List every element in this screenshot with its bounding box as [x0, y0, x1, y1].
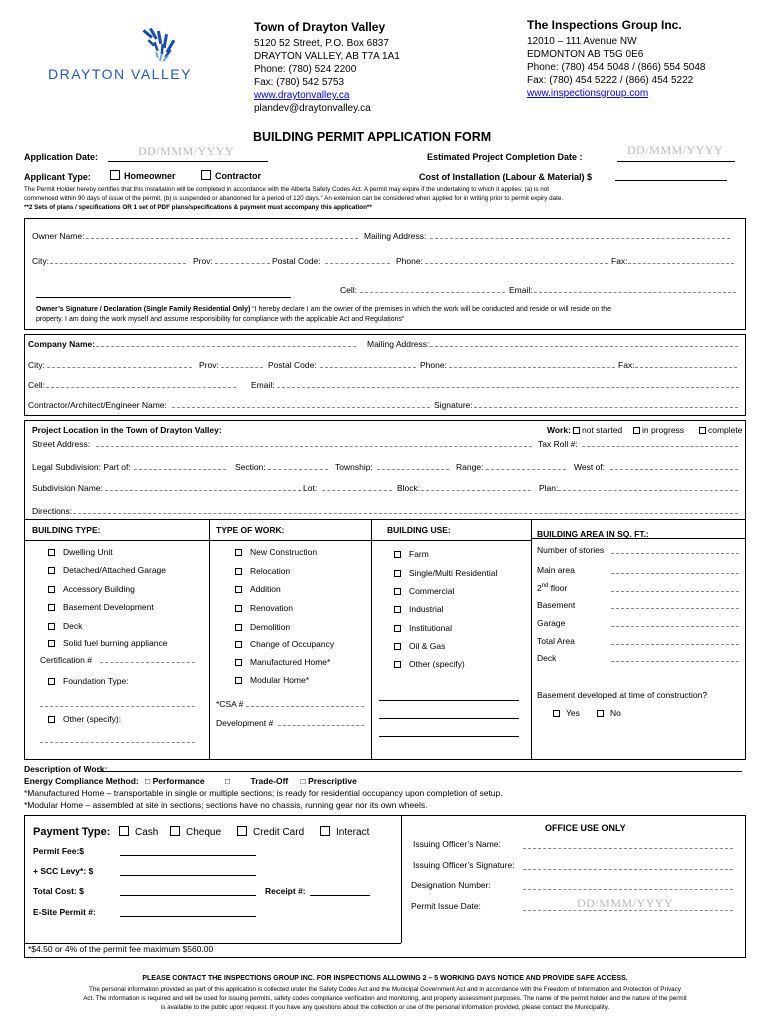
total-cost-field[interactable] — [120, 895, 256, 896]
not-started-label: not started — [582, 425, 623, 435]
complete-checkbox[interactable] — [699, 425, 743, 435]
manufactured-note: *Manufactured Home – transportable in single or multiple sections; is ready for residential occupancy upon completion of setup. — [24, 788, 503, 798]
officer-signature-field[interactable] — [523, 869, 733, 870]
building-area-label: 2nd floor — [537, 583, 568, 593]
type-of-work-header: TYPE OF WORK: — [216, 525, 285, 535]
payment-divider — [401, 815, 402, 943]
checkbox-icon — [235, 568, 242, 575]
company-email-field[interactable] — [277, 387, 739, 388]
grid-divider-1 — [209, 520, 210, 760]
checkbox-icon — [235, 549, 242, 556]
type-of-work-item-checkbox[interactable] — [235, 584, 281, 594]
type-of-work-item-checkbox[interactable] — [235, 657, 330, 667]
owner-declaration-text: “I hereby declare I am the owner of the premises in which the work will be conducted and reside or will reside on the — [250, 306, 612, 313]
contractor-label: Contractor — [215, 171, 262, 181]
company-email-label: Email: — [251, 380, 275, 390]
issue-date-label: Permit Issue Date: — [411, 901, 481, 911]
owner-fax-field[interactable] — [628, 263, 734, 264]
energy-method-label: Energy Compliance Method: — [24, 776, 139, 786]
issue-date-placeholder: DD/MMM/YYYY — [577, 896, 674, 910]
type-of-work-item-label: Relocation — [250, 566, 291, 576]
basement-yes-label: Yes — [566, 708, 580, 718]
company-postal-label: Postal Code: — [268, 360, 317, 370]
basement-yes-checkbox[interactable] — [553, 708, 580, 718]
performance-label: Performance — [152, 776, 205, 786]
owner-email-label: Email: — [509, 285, 533, 295]
owner-cell-label: Cell: — [340, 285, 358, 295]
checkbox-icon — [394, 661, 401, 668]
cash-checkbox[interactable] — [119, 826, 158, 838]
foundation-field[interactable] — [40, 706, 195, 707]
foundation-label: Foundation Type: — [63, 676, 129, 686]
work-status-label: Work: — [547, 425, 571, 435]
west-of-field[interactable] — [610, 469, 738, 470]
owner-postal-field[interactable] — [325, 263, 390, 264]
application-date-field[interactable] — [108, 146, 268, 162]
foundation-checkbox[interactable] — [48, 676, 129, 686]
company-mailing-field[interactable] — [430, 346, 738, 347]
checkbox-icon — [235, 605, 242, 612]
building-type-item-label: Deck — [63, 621, 83, 631]
owner-signature-line[interactable] — [36, 297, 291, 298]
type-of-work-item-label: Modular Home* — [250, 675, 310, 685]
checkbox-icon — [48, 567, 55, 574]
building-area-field[interactable] — [611, 661, 739, 662]
street-address-label: Street Address: — [32, 439, 91, 449]
homeowner-checkbox[interactable] — [110, 170, 176, 181]
building-area-row — [537, 653, 556, 663]
checkbox-icon — [394, 643, 401, 650]
lot-field[interactable] — [322, 490, 392, 491]
company-phone-field[interactable] — [449, 367, 615, 368]
form-title: BUILDING PERMIT APPLICATION FORM — [253, 130, 492, 144]
contractor-name-field[interactable] — [172, 407, 430, 408]
cheque-checkbox[interactable] — [170, 826, 221, 838]
building-area-label: Main area — [537, 565, 575, 575]
interact-label: Interact — [336, 827, 370, 838]
privacy-line-2: Act. The information is required and will be used for issuing permits, safety codes compliance verification and monitoring, and property assessment purposes. The name of the permit holder and the nature of the permit — [83, 995, 687, 1002]
owner-declaration — [36, 306, 611, 313]
description-label: Description of Work: — [24, 764, 108, 774]
owner-phone-label: Phone: — [396, 256, 423, 266]
cheque-label: Cheque — [186, 827, 222, 838]
building-use-item-checkbox[interactable] — [394, 623, 452, 633]
section-label: Section: — [235, 462, 266, 472]
checkbox-icon — [235, 677, 242, 684]
owner-prov-label: Prov: — [193, 256, 213, 266]
checkbox-icon — [235, 641, 242, 648]
building-area-row — [537, 583, 567, 593]
town-address-1: 5120 52 Street, P.O. Box 6837 — [254, 38, 389, 49]
plan-field[interactable] — [558, 490, 738, 491]
building-use-item-checkbox[interactable] — [394, 549, 429, 559]
company-city-field[interactable] — [47, 367, 192, 368]
basement-question: Basement developed at time of construction? — [537, 690, 708, 700]
building-area-row — [537, 545, 604, 555]
building-area-field[interactable] — [611, 644, 739, 645]
company-fax-field[interactable] — [635, 367, 737, 368]
checkbox-icon — [235, 624, 242, 631]
development-field[interactable] — [278, 725, 364, 726]
certification-field[interactable] — [100, 662, 195, 663]
building-use-item-label: Other (specify) — [409, 659, 465, 669]
range-label: Range: — [456, 462, 484, 472]
in-progress-checkbox[interactable] — [633, 425, 684, 435]
basement-no-checkbox[interactable] — [597, 708, 621, 718]
building-area-field[interactable] — [611, 591, 739, 592]
plan-label: Plan: — [539, 483, 559, 493]
permit-fee-field[interactable] — [120, 855, 256, 856]
project-location-label: Project Location in the Town of Drayton Valley: — [32, 425, 222, 435]
town-website-link[interactable]: www.draytonvalley.ca — [254, 90, 350, 101]
designation-field[interactable] — [523, 889, 733, 890]
in-progress-label: in progress — [642, 425, 685, 435]
building-use-item-checkbox[interactable] — [394, 568, 497, 578]
building-type-item-label: Accessory Building — [63, 584, 135, 594]
building-area-label: Garage — [537, 618, 566, 628]
scc-levy-label: + SCC Levy*: $ — [33, 866, 94, 876]
inspections-phone: Phone: (780) 454 5048 / (866) 554 5048 — [527, 62, 706, 73]
checkbox-icon — [48, 549, 55, 556]
inspection-contact-notice: PLEASE CONTACT THE INSPECTIONS GROUP INC. FOR INSPECTIONS ALLOWING 2 – 5 WORKING DAYS NOTICE AND PROVIDE SAFE ACCESS. — [142, 975, 628, 982]
owner-email-field[interactable] — [534, 292, 736, 293]
owner-prov-field[interactable] — [215, 263, 270, 264]
building-use-item-label: Farm — [409, 549, 429, 559]
building-use-item-checkbox[interactable] — [394, 586, 454, 596]
prescriptive-option[interactable]: □ Prescriptive — [300, 776, 357, 786]
grid-header-line — [24, 540, 531, 541]
contractor-signature-field[interactable] — [474, 407, 738, 408]
building-type-item-checkbox[interactable] — [48, 621, 82, 631]
town-name: Town of Drayton Valley — [254, 20, 386, 34]
csa-field[interactable] — [246, 706, 364, 707]
building-area-row — [537, 600, 575, 610]
homeowner-label: Homeowner — [124, 171, 176, 181]
company-mailing-label: Mailing Address: — [367, 339, 430, 349]
tradeoff-label: Trade-Off — [250, 776, 289, 786]
subdivision-name-field[interactable] — [105, 490, 301, 491]
total-cost-label: Total Cost: $ — [33, 886, 84, 896]
checkbox-icon — [394, 625, 401, 632]
receipt-label: Receipt #: — [265, 886, 306, 896]
permit-fee-label: Permit Fee:$ — [33, 846, 85, 856]
scc-footnote: *$4.50 or 4% of the permit fee maximum $560.00 — [28, 944, 214, 954]
other-type-field[interactable] — [40, 742, 195, 743]
scc-levy-field[interactable] — [120, 875, 256, 876]
building-type-item-label: Detached/Attached Garage — [63, 565, 167, 575]
notice-line-2: commenced within 90 days of issue of the permit, (b) is suspended or abandoned for a period of 120 days." An extension can be considered when applied for in writing prior to permit expiry date. — [24, 195, 564, 202]
building-use-item-label: Commercial — [409, 586, 455, 596]
development-label: Development # — [216, 718, 274, 728]
building-area-label: Total Area — [537, 636, 575, 646]
notice-line-1: The Permit Holder hereby certifies that this installation will be completed in accordance with the Alberta Safety Codes Act. A permit may expire if the undertaking to which it applies: (a) is not — [24, 186, 549, 193]
checkbox-icon — [235, 659, 242, 666]
block-label: Block: — [397, 483, 421, 493]
subdivision-name-label: Subdivision Name: — [32, 483, 103, 493]
building-use-item-label: Single/Multi Residential — [409, 568, 498, 578]
building-type-item-checkbox[interactable] — [48, 638, 167, 648]
issue-date-field[interactable] — [523, 896, 733, 911]
other-type-checkbox[interactable] — [48, 714, 121, 724]
inspections-website-link[interactable]: www.inspectionsgroup.com — [527, 88, 649, 99]
checkbox-icon — [48, 623, 55, 630]
street-address-field[interactable] — [96, 446, 532, 447]
credit-card-checkbox[interactable] — [237, 826, 304, 838]
type-of-work-item-label: Change of Occupancy — [250, 639, 335, 649]
building-area-field[interactable] — [611, 553, 739, 554]
cost-field[interactable] — [615, 170, 727, 181]
building-use-item-checkbox[interactable] — [394, 641, 445, 651]
other-use-line-3[interactable] — [379, 736, 519, 737]
tax-roll-field[interactable] — [582, 446, 738, 447]
not-started-checkbox[interactable] — [573, 425, 622, 435]
building-area-row — [537, 618, 565, 628]
building-type-item-checkbox[interactable] — [48, 602, 154, 612]
west-of-label: West of: — [574, 462, 606, 472]
owner-city-field[interactable] — [50, 263, 186, 264]
checkbox-icon — [48, 604, 55, 611]
basement-no-label: No — [610, 708, 621, 718]
building-area-label: Basement — [537, 600, 576, 610]
building-area-field[interactable] — [611, 608, 739, 609]
company-prov-field[interactable] — [221, 367, 263, 368]
owner-mailing-label: Mailing Address: — [364, 231, 427, 241]
legal-subdivision-field[interactable] — [134, 469, 226, 470]
grid-divider-2 — [371, 520, 372, 760]
contractor-name-label: Contractor/Architect/Engineer Name: — [28, 400, 167, 410]
project-section — [24, 420, 746, 520]
officer-signature-label: Issuing Officer’s Signature: — [413, 860, 515, 870]
completion-date-placeholder: DD/MMM/YYYY — [627, 143, 724, 157]
building-area-label: Number of stories — [537, 545, 605, 555]
checkbox-icon — [235, 586, 242, 593]
inspections-name: The Inspections Group Inc. — [527, 18, 682, 32]
company-prov-label: Prov: — [199, 360, 219, 370]
application-date-label: Application Date: — [24, 152, 99, 162]
completion-date-label: Estimated Project Completion Date : — [427, 152, 583, 162]
interact-checkbox[interactable] — [320, 826, 369, 838]
building-type-item-label: Basement Development — [63, 602, 154, 612]
type-of-work-item-label: Demolition — [250, 622, 291, 632]
building-type-item-checkbox[interactable] — [48, 547, 113, 557]
officer-name-label: Issuing Officer’s Name: — [413, 839, 501, 849]
grid-divider-3 — [531, 520, 532, 760]
complete-label: complete — [708, 425, 743, 435]
town-fax: Fax: (780) 542 5753 — [254, 77, 345, 88]
building-use-item-checkbox[interactable] — [394, 604, 444, 614]
other-type-label: Other (specify): — [63, 714, 122, 724]
payment-type-label: Payment Type: — [33, 826, 111, 838]
type-of-work-item-checkbox[interactable] — [235, 603, 293, 613]
type-of-work-item-label: New Construction — [250, 547, 318, 557]
type-of-work-item-checkbox[interactable] — [235, 622, 290, 632]
legal-subdivision-label: Legal Subdivision: Part of: — [32, 462, 131, 472]
modular-note: *Modular Home – assembled at site in sections; sections have no chassis, running gear nor its own wheels. — [24, 800, 428, 810]
range-field[interactable] — [486, 469, 566, 470]
owner-cell-field[interactable] — [360, 292, 505, 293]
building-area-row — [537, 636, 575, 646]
building-use-item-checkbox[interactable] — [394, 659, 465, 669]
checkbox-icon — [394, 551, 401, 558]
township-label: Township: — [335, 462, 373, 472]
type-of-work-item-checkbox[interactable] — [235, 566, 290, 576]
town-address-2: DRAYTON VALLEY, AB T7A 1A1 — [254, 51, 400, 62]
building-use-item-label: Institutional — [409, 623, 452, 633]
owner-name-label: Owner Name: — [32, 231, 85, 241]
company-cell-field[interactable] — [46, 387, 236, 388]
town-logo — [48, 22, 198, 87]
esite-permit-field[interactable] — [120, 916, 256, 917]
csa-label: *CSA # — [216, 699, 244, 709]
building-use-item-label: Industrial — [409, 604, 444, 614]
building-type-item-label: Solid fuel burning appliance — [63, 638, 168, 648]
cost-label: Cost of Installation (Labour & Material) $ — [419, 172, 593, 182]
section-field[interactable] — [268, 469, 328, 470]
type-of-work-item-checkbox[interactable] — [235, 639, 334, 649]
owner-fax-label: Fax: — [611, 256, 628, 266]
company-phone-label: Phone: — [420, 360, 447, 370]
checkbox-icon — [48, 586, 55, 593]
building-type-item-checkbox[interactable] — [48, 584, 135, 594]
company-city-label: City: — [28, 360, 45, 370]
contractor-signature-label: Signature: — [434, 400, 473, 410]
contractor-checkbox[interactable] — [201, 170, 261, 181]
prescriptive-label: Prescriptive — [308, 776, 357, 786]
application-date-placeholder: DD/MMM/YYYY — [138, 144, 235, 158]
block-field[interactable] — [421, 490, 531, 491]
performance-option[interactable]: □ Performance — [145, 776, 205, 786]
type-of-work-item-label: Manufactured Home* — [250, 657, 331, 667]
town-email: plandev@draytonvalley.ca — [254, 103, 371, 114]
type-of-work-item-label: Renovation — [250, 603, 294, 613]
inspections-address-1: 12010 – 111 Avenue NW — [527, 36, 637, 47]
logo-text: DRAYTON VALLEY — [48, 66, 192, 82]
designation-label: Designation Number: — [411, 880, 491, 890]
inspections-address-2: EDMONTON AB T5G 0E6 — [527, 49, 644, 60]
cash-label: Cash — [135, 827, 159, 838]
checkbox-icon — [394, 606, 401, 613]
building-use-item-label: Oil & Gas — [409, 641, 446, 651]
other-use-line-1[interactable] — [379, 700, 519, 701]
tax-roll-label: Tax Roll #: — [538, 439, 578, 449]
privacy-line-1: The personal information provided as part of this application is collected under the Safety Codes Act and the Municipal Government Act and in accordance with the Freedom of Information and Protection of Privacy — [89, 986, 681, 993]
owner-postal-label: Postal Code: — [272, 256, 321, 266]
building-type-item-checkbox[interactable] — [48, 565, 166, 575]
company-fax-label: Fax: — [618, 360, 635, 370]
owner-name-field[interactable] — [86, 238, 358, 239]
receipt-field[interactable] — [310, 895, 370, 896]
type-of-work-item-checkbox[interactable] — [235, 547, 317, 557]
description-field[interactable] — [97, 771, 742, 772]
owner-declaration-title: Owner’s Signature / Declaration (Single Family Residential Only) — [36, 306, 251, 313]
privacy-line-3: is available to the public upon request. If you have any questions about the collection or use of the personal information provided, please contact the Municipality. — [160, 1004, 610, 1011]
owner-declaration-2: property. I am doing the work myself and assume responsibility for compliance with the applicable Act and Regulations” — [36, 316, 405, 323]
town-phone: Phone: (780) 524 2200 — [254, 64, 357, 75]
owner-mailing-field[interactable] — [430, 238, 730, 239]
company-name-label: Company Name: — [28, 339, 96, 349]
inspections-fax: Fax: (780) 454 5222 / (866) 454 5222 — [527, 75, 694, 86]
building-area-label: Deck — [537, 653, 557, 663]
directions-field[interactable] — [73, 513, 738, 514]
energy-method-row — [24, 776, 357, 786]
company-postal-field[interactable] — [320, 367, 416, 368]
notice-line-3: **2 Sets of plans / specifications OR 1 set of PDF plans/specifications & payment must accompany this application** — [24, 204, 372, 211]
owner-city-label: City: — [32, 256, 49, 266]
lot-label: Lot: — [303, 483, 318, 493]
company-cell-label: Cell: — [28, 380, 46, 390]
checkbox-icon — [394, 570, 401, 577]
credit-card-label: Credit Card — [253, 827, 305, 838]
tradeoff-option[interactable]: □ Trade-Off — [224, 776, 289, 786]
other-use-line-2[interactable] — [379, 718, 519, 719]
company-name-field[interactable] — [96, 346, 356, 347]
building-area-header: BUILDING AREA IN SQ. FT.: — [537, 529, 649, 539]
building-area-row — [537, 565, 575, 575]
officer-name-field[interactable] — [523, 848, 733, 849]
township-field[interactable] — [377, 469, 449, 470]
owner-phone-field[interactable] — [425, 263, 608, 264]
applicant-type-label: Applicant Type: — [24, 172, 91, 182]
esite-permit-label: E-Site Permit #: — [33, 907, 96, 917]
certification-label: Certification # — [40, 655, 92, 665]
checkbox-icon — [394, 588, 401, 595]
type-of-work-item-label: Addition — [250, 584, 281, 594]
type-of-work-item-checkbox[interactable] — [235, 675, 309, 685]
directions-label: Directions: — [32, 506, 73, 516]
completion-date-field[interactable] — [617, 143, 735, 162]
building-type-header: BUILDING TYPE: — [32, 525, 101, 535]
office-use-title: OFFICE USE ONLY — [545, 823, 626, 833]
building-area-field[interactable] — [611, 573, 739, 574]
checkbox-icon — [48, 640, 55, 647]
building-area-field[interactable] — [611, 626, 739, 627]
building-use-header: BUILDING USE: — [387, 525, 451, 535]
building-type-item-label: Dwelling Unit — [63, 547, 113, 557]
